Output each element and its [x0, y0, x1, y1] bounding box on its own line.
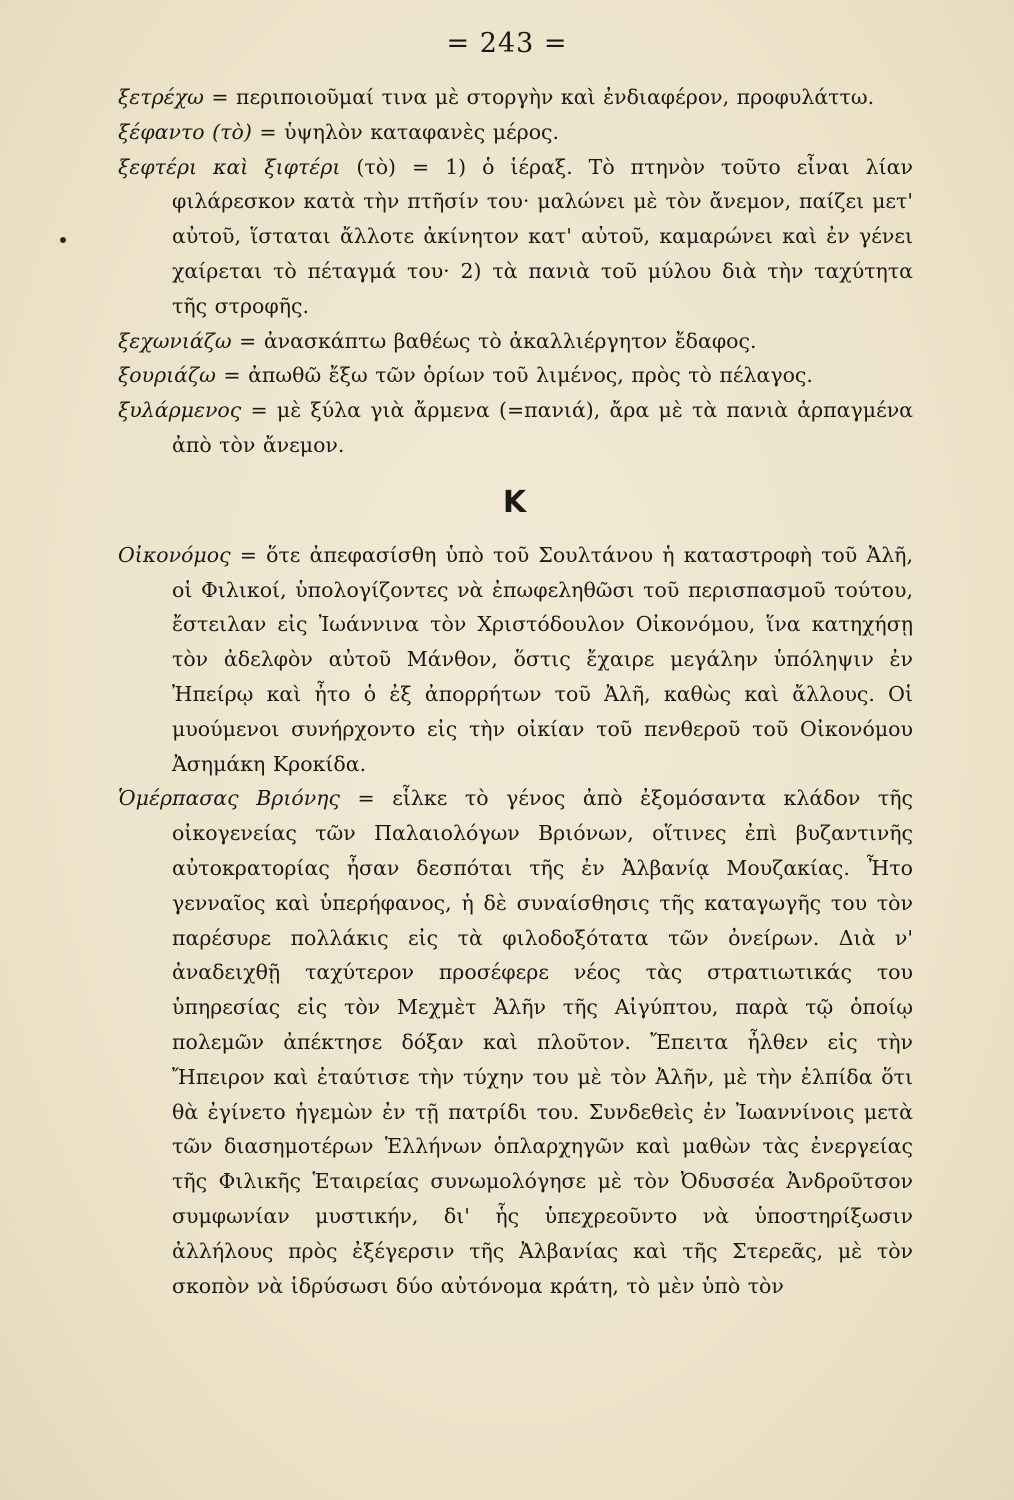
entry-oikonomos: [118, 538, 913, 782]
page-number: = 243 =: [446, 28, 568, 59]
entry-term: ξετρέχω: [118, 85, 204, 109]
entry-term: ξέφαντο (τὸ): [118, 119, 252, 144]
entry-definition: ἀπωθῶ ἔξω τῶν ὁρίων τοῦ λιμένος, πρὸς τὸ πέλαγος.: [248, 363, 813, 388]
entry-xechoniazo: [118, 324, 913, 359]
entry-xouriazo: [118, 358, 913, 393]
entry-term: ξεφτέρι καὶ ξιφτέρι: [118, 154, 341, 179]
entry-term: ξυλάρμενος: [118, 398, 242, 423]
entry-definition: ὑψηλὸν καταφανὲς μέρος.: [284, 119, 560, 144]
entry-definition: μὲ ξύλα γιὰ ἄρμενα (=πανιά), ἄρα μὲ τὰ πανιὰ ἁρπαγμένα ἀπὸ τὸν ἄνεμον.: [172, 398, 914, 457]
entry-term: ξεχωνιάζω: [118, 328, 232, 353]
entry-separator: =: [251, 119, 285, 144]
entry-term: Οἰκονόμος: [118, 542, 231, 567]
entry-term: ξουριάζω: [118, 363, 216, 388]
entry-separator: =: [215, 363, 249, 388]
entry-separator: =: [231, 328, 264, 353]
entry-definition: ὅτε ἀπεφασίσθη ὑπὸ τοῦ Σουλτάνου ἡ καταστροφὴ τοῦ Ἀλῆ, οἱ Φιλικοί, ὑπολογίζοντες νὰ ἐπωφεληθῶσι τοῦ περισπασμοῦ τούτου, ἔστειλαν εἰς Ἰωάννινα τὸν Χριστόδουλον Οἰκονόμου, ἵνα κατηχήσῃ τὸν ἀδελφὸν αὐτοῦ Μάνθον, ὅστις ἔχαιρε μεγάλην ὑπόληψιν ἐν Ἠπείρῳ καὶ ἦτο ὁ ἐξ ἀπορρήτων τοῦ Ἀλῆ, καθὼς καὶ ἄλλους. Οἱ μυούμενοι συνήρχοντο εἰς τὴν οἰκίαν τοῦ πενθεροῦ τοῦ Οἰκονόμου Ἀσημάκη Κροκίδα.: [172, 542, 913, 776]
entry-xetrecho: [118, 80, 913, 115]
entry-separator: (τὸ) =: [340, 154, 446, 179]
entry-separator: =: [339, 786, 393, 811]
entry-omerpasas-vrionis: [118, 781, 913, 1303]
entry-definition: εἷλκε τὸ γένος ἀπὸ ἐξομόσαντα κλάδον τῆς οἰκογενείας τῶν Παλαιολόγων Βριόνων, οἵτινες ἐπὶ βυζαντινῆς αὐτοκρατορίας ἦσαν δεσπόται τῆς ἐν Ἀλβανίᾳ Μουζακίας. Ἦτο γενναῖος καὶ ὑπερήφανος, ἡ δὲ συναίσθησις τῆς καταγωγῆς του τὸν παρέσυρε πολλάκις εἰς τὰ φιλοδοξότατα τῶν ὀνείρων. Διὰ ν' ἀναδειχθῇ ταχύτερον προσέφερε νέος τὰς στρατιωτικάς του ὑπηρεσίας εἰς τὸν Μεχμὲτ Ἀλῆν τῆς Αἰγύπτου, παρὰ τῷ ὁποίῳ πολεμῶν ἀπέκτησε δόξαν καὶ πλοῦτον. Ἔπειτα ἦλθεν εἰς τὴν Ἤπειρον καὶ ἐταύτισε τὴν τύχην του μὲ τὸν Ἀλῆν, μὲ τὴν ἐλπίδα ὅτι θὰ ἐγίνετο ἡγεμὼν ἐν τῇ πατρίδι του. Συνδεθεὶς ἐν Ἰωαννίνοις μετὰ τῶν διασημοτέρων Ἑλλήνων ὁπλαρχηγῶν καὶ μαθὼν τὰς ἐνεργείας τῆς Φιλικῆς Ἑταιρείας συνωμολόγησε μὲ τὸν Ὀδυσσέα Ἀνδροῦτσον συμφωνίαν μυστικήν, δι' ἧς ὑπεχρεοῦντο νὰ ὑποστηρίξωσιν ἀλλήλους πρὸς ἐξέγερσιν τῆς Ἀλβανίας καὶ τῆς Στερεᾶς, μὲ τὸν σκοπὸν νὰ ἱδρύσωσι δύο αὐτόνομα κράτη, τὸ μὲν ὑπὸ τὸν: [172, 786, 913, 1298]
dictionary-entries: [118, 80, 913, 1303]
entry-xefteri: [118, 150, 913, 324]
entry-xefanto: [118, 115, 913, 150]
section-letter: Κ: [502, 484, 529, 520]
entry-definition: περιποιοῦμαί τινα μὲ στοργὴν καὶ ἐνδιαφέρον, προφυλάττω.: [236, 85, 875, 109]
entry-separator: =: [203, 85, 237, 109]
entry-separator: =: [241, 398, 277, 423]
entry-term: Ὁμέρπασας Βριόνης: [118, 786, 340, 811]
margin-mark: [60, 237, 66, 243]
entry-definition: ἀνασκάπτω βαθέως τὸ ἀκαλλιέργητον ἔδαφος.: [263, 328, 757, 353]
entry-xylarmenos: [118, 393, 913, 463]
entry-separator: =: [230, 542, 267, 567]
entry-definition: 1) ὁ ἱέραξ. Τὸ πτηνὸν τοῦτο εἶναι λίαν φιλάρεσκον κατὰ τὴν πτῆσίν του· μαλώνει μὲ τὸν ἄνεμον, παίζει μετ' αὐτοῦ, ἵσταται ἄλλοτε ἀκίνητον κατ' αὐτοῦ, καμαρώνει καὶ ἐν γένει χαίρεται τὸ πέταγμά του· 2) τὰ πανιὰ τοῦ μύλου διὰ τὴν ταχύτητα τῆς στροφῆς.: [172, 154, 913, 318]
